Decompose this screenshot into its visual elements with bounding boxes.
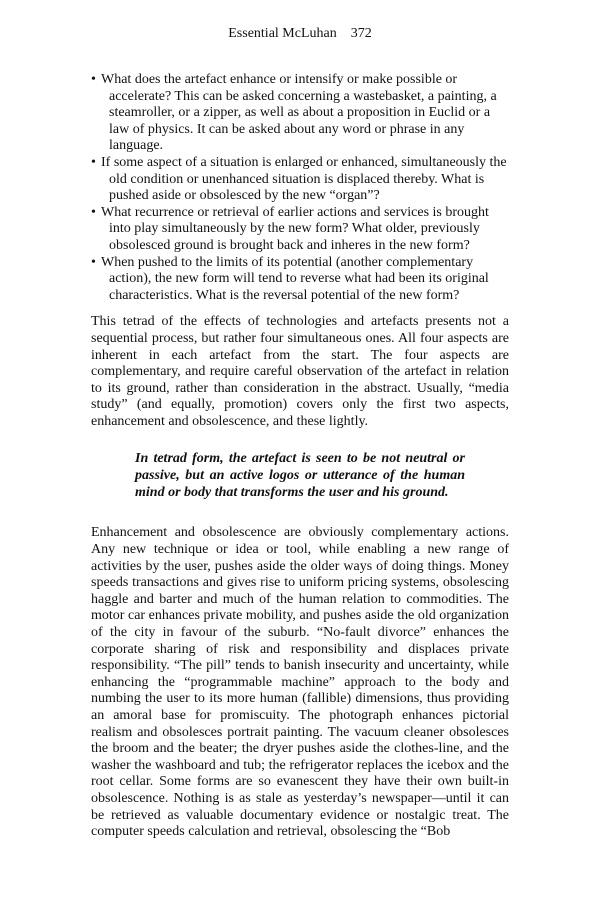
bullet-icon: • [91,154,96,170]
block-quote: In tetrad form, the artefact is seen to be not neutral or passive, but an active logos or utterance of the human mind or body that transforms the user and his ground. [135,451,465,501]
page-body [91,72,509,841]
paragraph-tetrad: This tetrad of the effects of technologies and artefacts presents not a sequential process, but rather four simultaneous ones. All four aspects are inherent in each artefact from the start. The four aspects are complementary, and require careful observation of the artefact in relation to its ground, rather than consideration in the abstract. Usually, “media study” (and equally, promotion) covers only the first two aspects, enhancement and obsolescence, and these lightly. [91,314,509,429]
book-title: Essential McLuhan [228,26,337,41]
bullet-icon: • [91,254,96,270]
bullet-icon: • [91,204,96,220]
bullet-icon: • [91,72,96,87]
page-number: 372 [350,26,372,41]
list-item: • When pushed to the limits of its potential (another complementary action), the new form will tend to reverse what had been its original characteristics. What is the reversal potential of the new form? [91,254,489,303]
list-item: • What recurrence or retrieval of earlier actions and services is brought into play simultaneously by the new form? What older, previously obsolesced ground is brought back and inheres in the new form? [91,204,489,253]
list-item: • What does the artefact enhance or intensify or make possible or accelerate? This can be asked concerning a wastebasket, a painting, a steamroller, or a zipper, as well as about a proposition in Euclid or a law of physics. It can be asked about any word or phrase in any language. [91,72,497,154]
tetrad-question-list [91,72,509,304]
running-header [0,26,600,42]
list-item: • If some aspect of a situation is enlarged or enhanced, simultaneously the old condition or unenhanced situation is displaced thereby. What is pushed aside or obsolesced by the new “organ”? [91,154,507,204]
paragraph-enhancement: Enhancement and obsolescence are obviously complementary actions. Any new technique or idea or tool, while enabling a new range of activities by the user, pushes aside the older ways of doing things. Money speeds transactions and gives rise to uniform pricing systems, obsolescing haggle and barter and much of the human relation to commodities. The motor car enhances private mobility, and pushes aside the old organization of the city in favour of the suburb. “No-fault divorce” enhances the corporate sharing of risk and responsibility and displaces private responsibility. “The pill” tends to banish insecurity and uncertainty, while enhancing the “programmable machine” approach to the body and numbing the user to its more human (fallible) dimensions, thus providing an amoral base for promiscuity. The photograph enhances pictorial realism and obsolesces portrait painting. The vacuum cleaner obsolesces the broom and the beater; the dryer pushes aside the clothes-line, and the washer the washboard and tub; the refrigerator replaces the icebox and the root cellar. Some forms are so evanescent they have their own built-in obsolescence. Nothing is as stale as yesterday’s newspaper—until it can be retrieved as valuable documentary evidence or nostalgic treat. The computer speeds calculation and retrieval, obsolescing the “Bob [91,525,509,840]
